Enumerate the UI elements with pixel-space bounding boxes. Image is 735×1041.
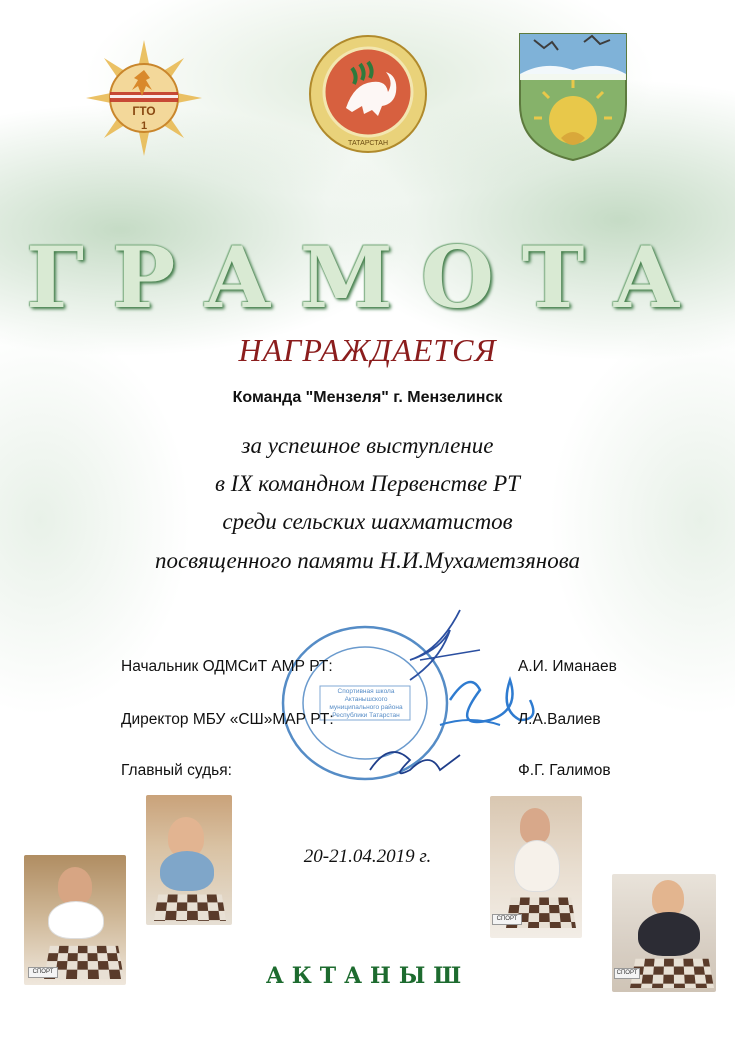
signature-role-2: Директор МБУ «СШ»МАР РТ: (121, 711, 334, 728)
coat-of-arms-shield-icon (514, 28, 632, 164)
signature-name-1: А.И. Иманаев (518, 658, 617, 675)
gto-text: ГТО (132, 104, 156, 118)
reason-line-1: за успешное выступление (241, 433, 494, 458)
event-date: 20-21.04.2019 г. (303, 846, 432, 867)
gto-star-icon (84, 38, 204, 158)
team-name: Команда "Мензеля" г. Мензелинск (232, 389, 503, 406)
reason-line-4: посвященного памяти Н.И.Мухаметзянова (154, 548, 581, 573)
city-name: АКТАНЫШ (265, 963, 470, 989)
stamp-text: Спортивная школа Актанышского муниципального района Республики Татарстан (329, 688, 403, 719)
tatarstan-emblem (306, 28, 430, 160)
menzelinsk-coat-of-arms (514, 28, 632, 164)
signature-role-1: Начальник ОДМСиТ АМР РТ: (121, 658, 333, 675)
photo-woman-chess: СПОРТ (612, 874, 716, 992)
awarded-heading: НАГРАЖДАЕТСЯ (238, 332, 497, 368)
reason-line-2: в IX командном Первенстве РТ (215, 471, 520, 496)
signature-role-3: Главный судья: (121, 762, 232, 779)
tatarstan-ribbon-text: ТАТАРСТАН (347, 140, 389, 147)
gto-number: 1 (140, 120, 148, 132)
photo-girl-chess-right: СПОРТ (490, 796, 582, 938)
signature-name-3: Ф.Г. Галимов (518, 762, 611, 779)
signature-name-2: Л.А.Валиев (518, 711, 601, 728)
gto-emblem (84, 38, 204, 158)
photo-boy-chess (146, 795, 232, 925)
reason-line-3: среди сельских шахматистов (222, 509, 513, 534)
photo-girl-chess-left: СПОРТ (24, 855, 126, 985)
certificate-title: ГРАМОТА (26, 228, 709, 327)
